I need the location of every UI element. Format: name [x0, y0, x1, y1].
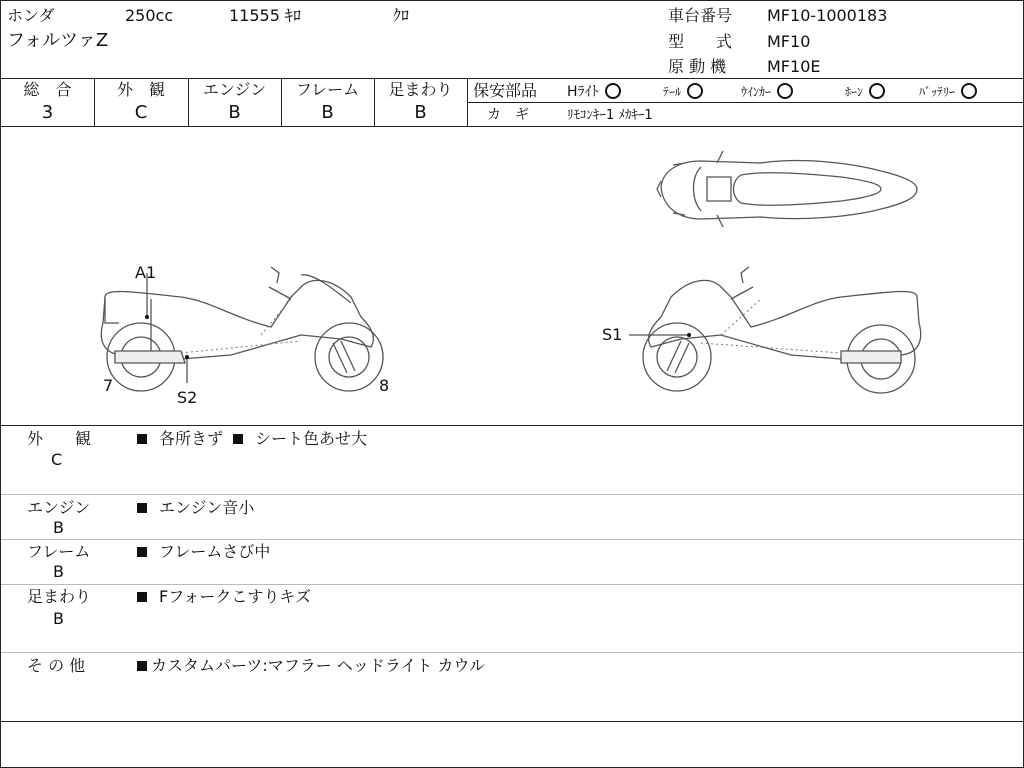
grade-value-frame: B [321, 102, 334, 123]
ok-circle-icon [777, 83, 793, 99]
note-grade-exterior: C [51, 450, 63, 469]
safety-label: 保安部品 [473, 81, 538, 100]
divider [1, 721, 1023, 722]
divider [1, 78, 1023, 79]
marker-s2: S2 [177, 388, 198, 407]
type-value: MF10 [767, 32, 811, 51]
note-text-exterior: 各所きず シート色あせ大 [137, 430, 367, 448]
ok-circle-icon [961, 83, 977, 99]
note-text-frame: フレームさび中 [137, 543, 270, 561]
engine-label: 原 動 機 [668, 57, 727, 76]
marker-a1: A1 [135, 263, 157, 282]
note-label-exterior: 外 観 [27, 429, 92, 448]
ok-circle-icon [605, 83, 621, 99]
frame-no-label: 車台番号 [668, 6, 733, 25]
color: ｸﾛ [393, 6, 410, 25]
divider [1, 494, 1023, 495]
type-label: 型 式 [668, 32, 733, 51]
grade-label-engine: エンジン [202, 80, 267, 99]
bullet-square-icon [137, 434, 147, 444]
divider [1, 584, 1023, 585]
displacement: 250cc [125, 6, 174, 25]
scooter-left-view [101, 267, 383, 391]
marker-dot-s2 [185, 355, 189, 359]
mileage: 11555 ｷﾛ [229, 6, 301, 25]
safety-item-horn: ﾎｰﾝ [845, 83, 885, 101]
note-label-other: そ の 他 [27, 656, 86, 675]
scooter-top-view [657, 151, 917, 227]
note-grade-frame: B [53, 562, 64, 581]
engine-value: MF10E [767, 57, 821, 76]
bullet-square-icon [137, 661, 147, 671]
key-label: カ ギ [487, 107, 529, 123]
divider [1, 539, 1023, 540]
safety-item-headlight: Hﾗｲﾄ [567, 83, 621, 101]
grade-label-suspension: 足まわり [388, 80, 453, 99]
grade-label-frame: フレーム [295, 80, 360, 99]
marker-dot-s1 [687, 333, 691, 337]
note-label-suspension: 足まわり [27, 587, 92, 606]
grade-value-engine: B [228, 102, 241, 123]
note-label-frame: フレーム [27, 542, 91, 561]
marker-s1: S1 [602, 325, 623, 344]
marker-8: 8 [379, 376, 390, 395]
divider [1, 652, 1023, 653]
ok-circle-icon [687, 83, 703, 99]
scooter-right-view [643, 267, 921, 393]
ok-circle-icon [869, 83, 885, 99]
bullet-square-icon [137, 503, 147, 513]
note-label-engine: エンジン [27, 498, 91, 517]
bullet-square-icon [137, 592, 147, 602]
grade-label-exterior: 外 観 [116, 80, 165, 99]
bullet-square-icon [233, 434, 243, 444]
safety-item-battery: ﾊﾞｯﾃﾘｰ [919, 83, 977, 101]
model-name: フォルツァZ [7, 30, 109, 51]
safety-item-tail: ﾃｰﾙ [663, 83, 703, 101]
note-text-engine: エンジン音小 [137, 499, 254, 517]
bullet-square-icon [137, 547, 147, 557]
marker-dot-a1 [145, 315, 149, 319]
note-text-suspension: Fフォークこすりキズ [137, 588, 311, 606]
key-value: ﾘﾓｺﾝｷｰ1 ﾒｶｷｰ1 [567, 108, 653, 123]
note-grade-suspension: B [53, 609, 64, 628]
note-grade-engine: B [53, 518, 64, 537]
maker: ホンダ [7, 6, 55, 25]
grade-value-suspension: B [414, 102, 427, 123]
note-text-other: カスタムパーツ:マフラー ヘッドライト カウル [137, 657, 485, 675]
divider [1, 425, 1023, 426]
safety-item-winker: ｳｲﾝｶｰ [741, 83, 793, 101]
divider [467, 102, 1023, 103]
frame-no: MF10-1000183 [767, 6, 888, 25]
marker-7: 7 [103, 376, 114, 395]
grade-label-overall: 総 合 [23, 80, 72, 99]
grade-value-overall: 3 [41, 102, 54, 123]
grade-value-exterior: C [134, 102, 148, 123]
